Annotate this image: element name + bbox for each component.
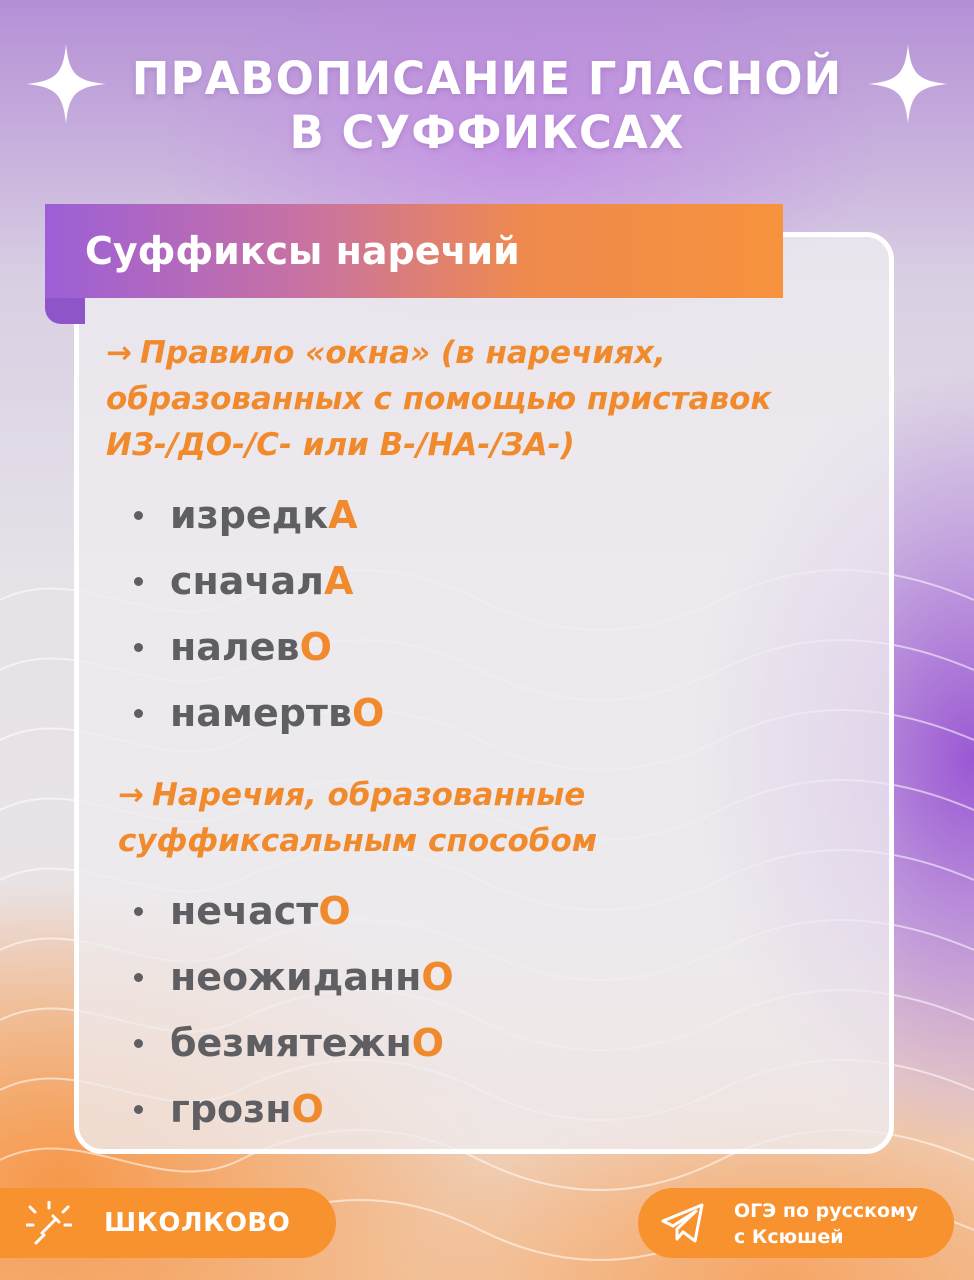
word-ending: О <box>352 691 385 735</box>
rule-2-line-2: суффиксальным способом <box>118 823 598 859</box>
word-stem: грозн <box>170 1087 292 1131</box>
list-item <box>128 614 384 680</box>
word-stem: нечаст <box>170 889 319 933</box>
title-line-1: ПРАВОПИСАНИЕ ГЛАСНОЙ <box>131 52 843 105</box>
rule-1-line-2: образованных с помощью приставок <box>106 381 772 417</box>
arrow-right-icon: → <box>106 335 132 371</box>
word-ending: О <box>421 955 454 999</box>
rule-2-line-1: → Наречия, образованные <box>118 777 586 813</box>
list-item <box>128 548 384 614</box>
page-title <box>0 52 974 160</box>
bullet-icon <box>134 709 143 718</box>
word-ending: О <box>411 1021 445 1065</box>
section-heading: Суффиксы наречий <box>45 204 783 298</box>
list-item <box>128 878 454 944</box>
brand-pill[interactable] <box>0 1188 336 1258</box>
word-list-2 <box>128 878 454 1142</box>
bullet-icon <box>134 907 143 916</box>
list-item <box>128 680 384 746</box>
list-item <box>128 1010 454 1076</box>
word-ending: А <box>328 493 358 537</box>
word-ending: О <box>318 889 351 933</box>
telegram-icon <box>660 1202 706 1244</box>
list-item <box>128 482 384 548</box>
title-line-2: В СУФФИКСАХ <box>289 106 685 159</box>
bullet-icon <box>134 1105 143 1114</box>
word-stem: налев <box>170 625 300 669</box>
bullet-icon <box>134 511 143 520</box>
list-item <box>128 944 454 1010</box>
channel-line-1: ОГЭ по русскому <box>734 1200 918 1222</box>
telegram-channel-pill[interactable] <box>638 1188 954 1258</box>
word-ending: О <box>291 1087 324 1131</box>
arrow-right-icon: → <box>118 777 144 813</box>
word-ending: О <box>299 625 332 669</box>
word-ending: А <box>324 559 354 603</box>
word-stem: изредк <box>170 493 329 537</box>
bullet-icon <box>134 973 143 982</box>
channel-line-2: с Ксюшей <box>734 1226 844 1248</box>
channel-name <box>734 1198 918 1250</box>
rule-1-line-3: ИЗ-/ДО-/С- или В-/НА-/ЗА-) <box>106 427 575 463</box>
word-list-1 <box>128 482 384 746</box>
word-stem: сначал <box>170 559 324 603</box>
bullet-icon <box>134 643 143 652</box>
word-stem: безмятежн <box>170 1021 412 1065</box>
bullet-icon <box>134 1039 143 1048</box>
brand-name: ШКОЛКОВО <box>104 1208 291 1238</box>
word-stem: неожиданн <box>170 955 422 999</box>
rule-1-line-1: → Правило «окна» (в наречиях, <box>106 335 666 371</box>
rule-heading-1 <box>106 330 771 468</box>
list-item <box>128 1076 454 1142</box>
rule-heading-2 <box>118 772 597 864</box>
bullet-icon <box>134 577 143 586</box>
shkolkovo-logo-icon <box>26 1201 72 1247</box>
word-stem: намертв <box>170 691 353 735</box>
